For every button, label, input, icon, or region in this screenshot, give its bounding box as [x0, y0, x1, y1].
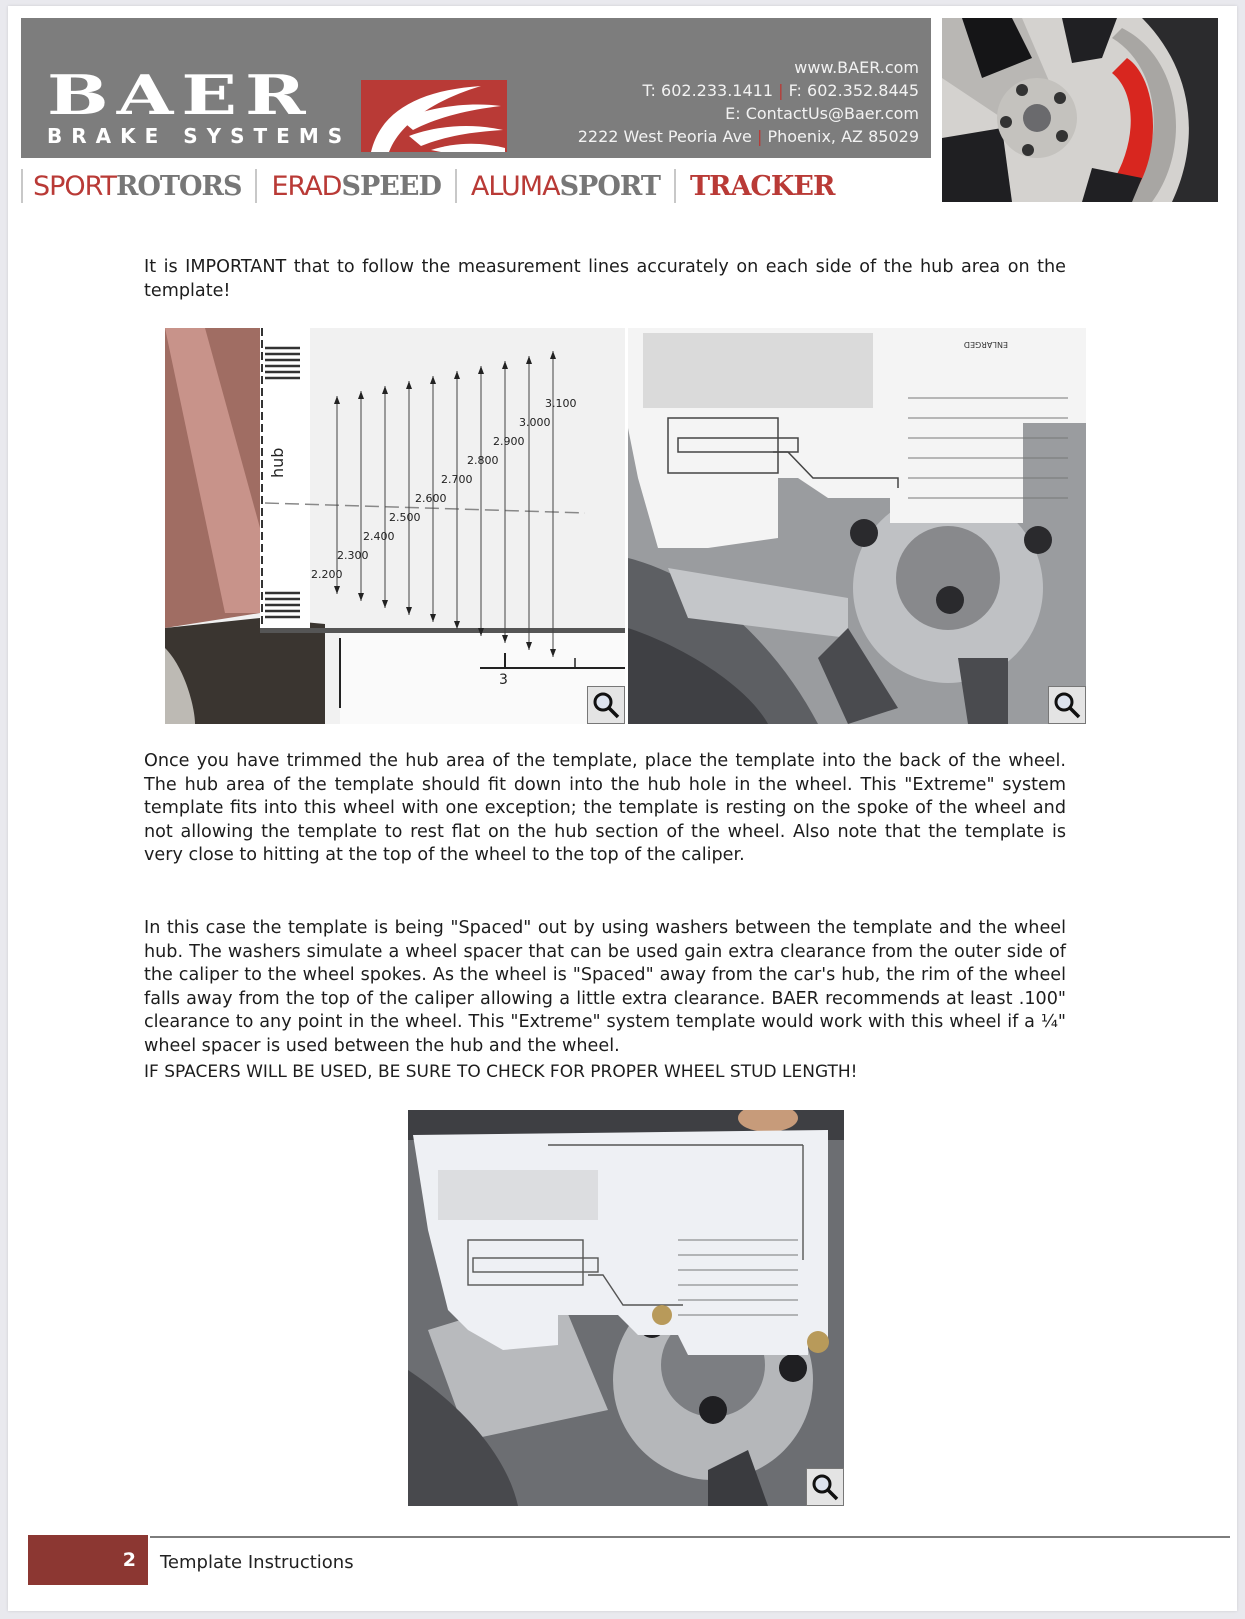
product-sportrotors[interactable]: SPORTROTORS [33, 170, 242, 202]
hub-label: hub [268, 447, 287, 478]
page-number: 2 [28, 1535, 148, 1585]
divider [21, 169, 23, 203]
paragraph-fit-explanation: Once you have trimmed the hub area of the template, place the template into the back of the wheel. The hub area of the template should fit down into the hub hole in the wheel. This "Extreme" system template fits into this wheel with one exception; the template is resting on the spoke of the wheel and not allowing the template to rest flat on the hub section of the wheel. Also note that the template is very close to hitting at the top of the wheel to the top of the caliper. [144, 751, 1066, 866]
divider [455, 169, 457, 203]
magnifier-icon [810, 1472, 840, 1502]
email-link[interactable]: ContactUs@Baer.com [745, 104, 919, 123]
product-lines [21, 166, 931, 206]
divider [674, 169, 676, 203]
fax-number: 602.352.8445 [807, 81, 919, 100]
separator: | [778, 81, 784, 100]
measurement-label: 2.900 [493, 435, 525, 448]
template-spaced-photo [408, 1110, 844, 1506]
email-line: E: ContactUs@Baer.com [725, 104, 919, 123]
footer-section-title: Template Instructions [160, 1552, 354, 1573]
template-closeup-photo [165, 328, 625, 724]
product-eradispeed[interactable]: ERADSPEED [271, 170, 441, 202]
ruler-label: 3 [499, 672, 508, 688]
template-in-wheel-photo [628, 328, 1086, 724]
city-address: Phoenix, AZ 85029 [767, 127, 919, 146]
svg-text:ENLARGED: ENLARGED [963, 340, 1008, 349]
measurement-label: 3.000 [519, 416, 551, 429]
header-banner [21, 18, 931, 158]
brand-claw-icon [361, 80, 507, 152]
brand-subtitle: BRAKE SYSTEMS [47, 124, 352, 148]
phone-number: 602.233.1411 [661, 81, 773, 100]
address-line: 2222 West Peoria Ave | Phoenix, AZ 85029 [577, 127, 919, 146]
paragraph-spacer-explanation: In this case the template is being "Spaced" out by using washers between the template and the wheel hub. The washers simulate a wheel spacer that can be used gain extra clearance from the outer side of the caliper to the wheel spokes. As the wheel is "Spaced" away from the car's hub, the rim of the wheel falls away from the top of the caliper allowing a little extra clearance. BAER recommends at least .100" clearance to any point in the wheel. This "Extreme" system template would work with this wheel if a ¼" wheel spacer is used between the hub and the wheel. [144, 918, 1066, 1056]
measurement-label: 2.400 [363, 530, 395, 543]
intro-paragraph: It is IMPORTANT that to follow the measurement lines accurately on each side of the hub area on the template! [144, 257, 1066, 301]
brand-logo-text: BAER [47, 63, 314, 127]
divider [255, 169, 257, 203]
contact-block [578, 56, 919, 148]
product-alumasport[interactable]: ALUMASPORT [470, 170, 660, 202]
measurement-label: 2.800 [467, 454, 499, 467]
measurement-label: 3.100 [545, 397, 577, 410]
magnifier-icon [591, 690, 621, 720]
street-address: 2222 West Peoria Ave [577, 127, 752, 146]
footer-divider [150, 1536, 1230, 1538]
wheel-caliper-photo [942, 18, 1218, 202]
enlarge-button[interactable] [587, 686, 625, 724]
phone-fax-line: T: 602.233.1411 | F: 602.352.8445 [642, 81, 919, 100]
website-link[interactable]: www.BAER.com [794, 58, 919, 77]
stud-length-warning: IF SPACERS WILL BE USED, BE SURE TO CHECK FOR PROPER WHEEL STUD LENGTH! [144, 1062, 858, 1082]
magnifier-icon [1052, 690, 1082, 720]
product-tracker[interactable]: TRACKER [689, 170, 835, 202]
measurement-label: 2.600 [415, 492, 447, 505]
measurement-label: 2.700 [441, 473, 473, 486]
measurement-label: 2.200 [311, 568, 343, 581]
measurement-label: 2.300 [337, 549, 369, 562]
measurement-label: 2.500 [389, 511, 421, 524]
enlarge-button[interactable] [806, 1468, 844, 1506]
enlarge-button[interactable] [1048, 686, 1086, 724]
